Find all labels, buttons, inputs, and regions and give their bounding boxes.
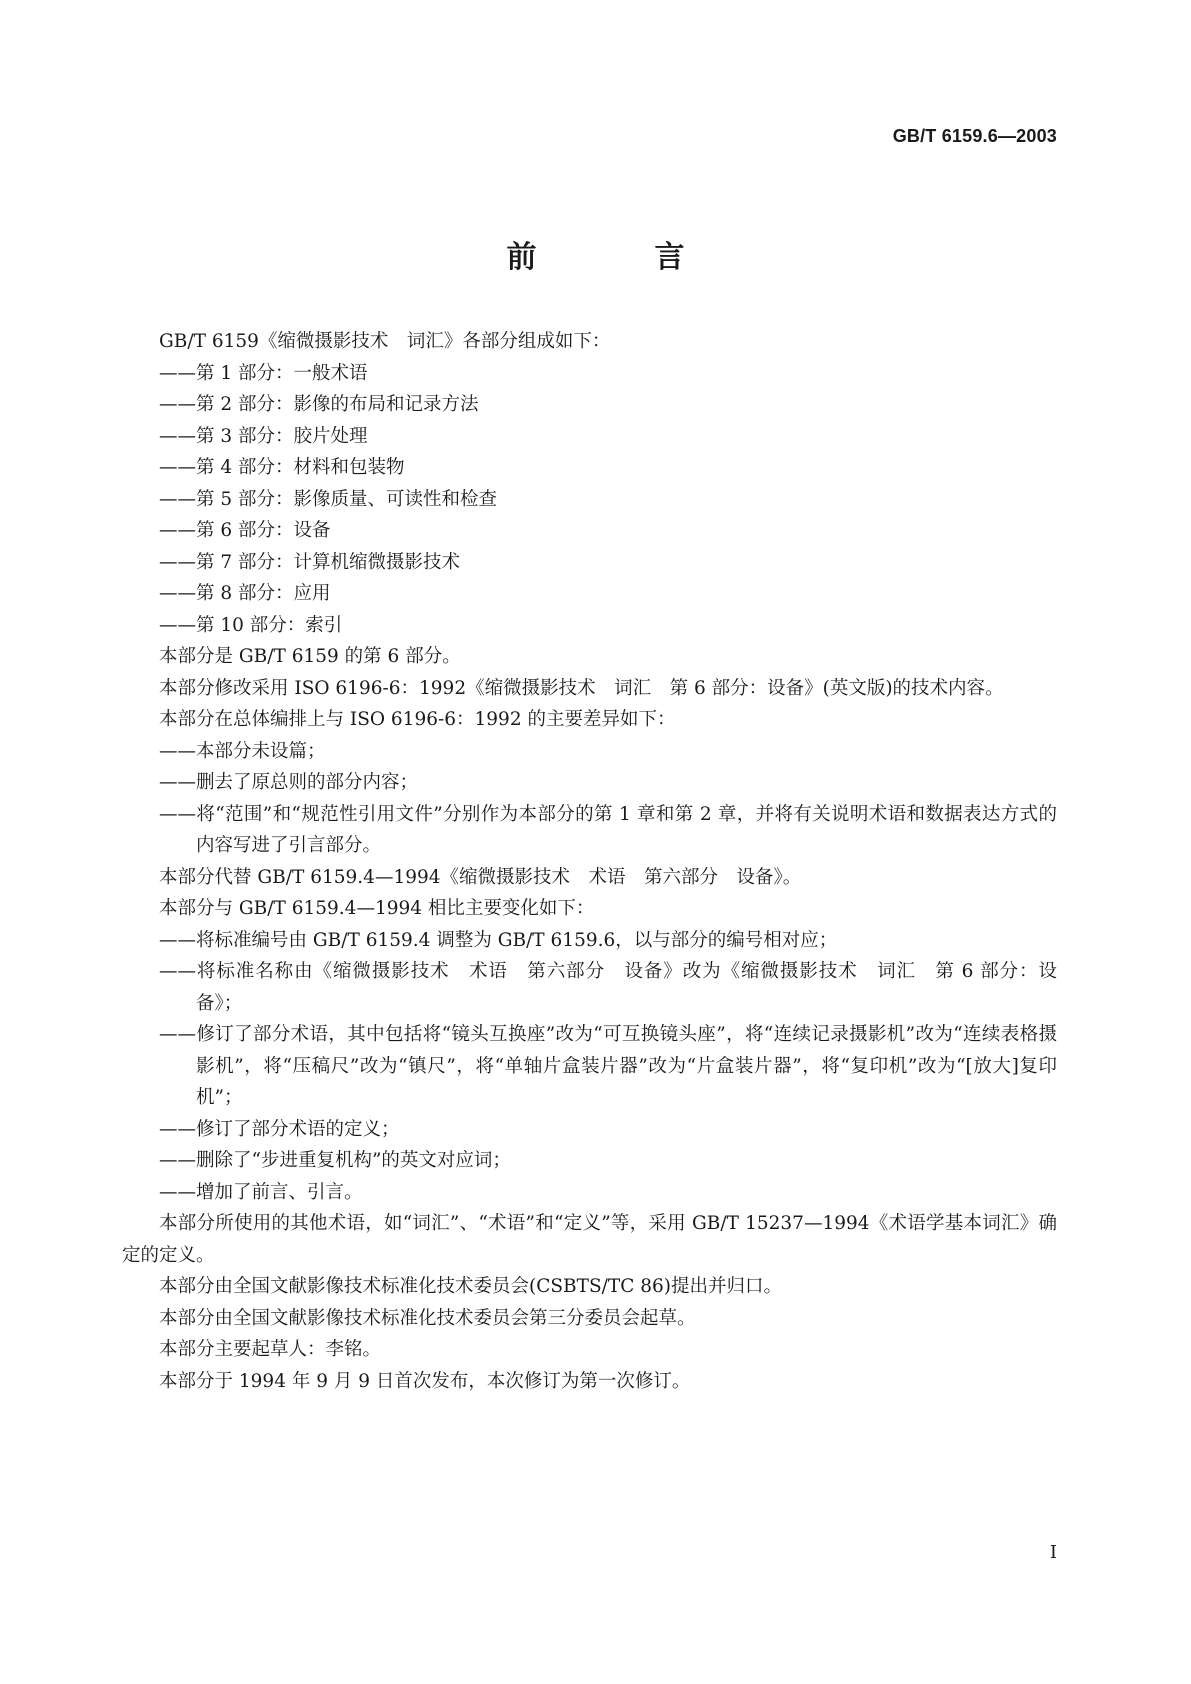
list-item-difference: ——删去了原总则的部分内容； [159, 772, 419, 793]
page-title: 前 言 [506, 240, 729, 275]
list-item-part-5: ——第 5 部分：影像质量、可读性和检查 [159, 488, 498, 510]
standard-code: GB/T 6159.6—2003 [892, 126, 1057, 146]
paragraph-adoption: 本部分修改采用 ISO 6196-6：1992《缩微摄影技术 词汇 第 6 部分：设备》(英文版)的技术内容。 [159, 677, 1004, 699]
page-number: I [1049, 1542, 1057, 1563]
list-item-change: ——将标准编号由 GB/T 6159.4 调整为 GB/T 6159.6，以与部分的编号相对应； [159, 929, 838, 951]
paragraph-changes-intro: 本部分与 GB/T 6159.4—1994 相比主要变化如下： [159, 898, 595, 919]
list-item-part-10: ——第 10 部分：索引 [159, 614, 343, 636]
list-item-change: ——修订了部分术语的定义； [159, 1118, 400, 1140]
list-item-part-4: ——第 4 部分：材料和包装物 [159, 457, 405, 478]
list-item-change: ——将标准名称由《缩微摄影技术 术语 第六部分 设备》改为《缩微摄影技术 词汇 第 6 部分：设备》； [159, 961, 1057, 1014]
list-item-part-8: ——第 8 部分：应用 [159, 583, 331, 604]
list-item-part-6: ——第 6 部分：设备 [159, 520, 331, 541]
paragraph-terminology: 本部分所使用的其他术语，如“词汇”、“术语”和“定义”等，采用 GB/T 15237—1994《术语学基本词汇》确定的定义。 [122, 1213, 1057, 1266]
paragraph-publication: 本部分于 1994 年 9 月 9 日首次发布，本次修订为第一次修订。 [159, 1370, 691, 1392]
list-item-difference: ——本部分未设篇； [159, 740, 326, 762]
list-item-part-1: ——第 1 部分：一般术语 [159, 362, 368, 384]
paragraph-parts-intro: GB/T 6159《缩微摄影技术 词汇》各部分组成如下： [159, 331, 611, 352]
paragraph-drafted-by: 本部分由全国文献影像技术标准化技术委员会第三分委员会起草。 [159, 1307, 696, 1329]
paragraph-differences-intro: 本部分在总体编排上与 ISO 6196-6：1992 的主要差异如下： [159, 709, 676, 730]
list-item-change: ——增加了前言、引言。 [159, 1181, 363, 1203]
list-item-difference: ——将“范围”和“规范性引用文件”分别作为本部分的第 1 章和第 2 章，并将有关说明术语和数据表达方式的内容写进了引言部分。 [159, 803, 1057, 856]
list-item-change: ——删除了“步进重复机构”的英文对应词； [159, 1150, 511, 1171]
list-item-part-7: ——第 7 部分：计算机缩微摄影技术 [159, 551, 461, 573]
foreword-body [122, 326, 1057, 1397]
list-item-change: ——修订了部分术语，其中包括将“镜头互换座”改为“可互换镜头座”，将“连续记录摄影机”改为“连续表格摄影机”，将“压稿尺”改为“镇尺”，将“单轴片盒装片器”改为“片盒装片器”，将“复印机”改为“[放大]复印机”； [159, 1024, 1057, 1108]
paragraph-this-part: 本部分是 GB/T 6159 的第 6 部分。 [159, 646, 461, 667]
list-item-part-2: ——第 2 部分：影像的布局和记录方法 [159, 394, 479, 415]
paragraph-drafter: 本部分主要起草人：李铭。 [159, 1339, 382, 1360]
list-item-part-3: ——第 3 部分：胶片处理 [159, 425, 368, 447]
paragraph-replaces: 本部分代替 GB/T 6159.4—1994《缩微摄影技术 术语 第六部分 设备》。 [159, 866, 802, 888]
paragraph-proposed-by: 本部分由全国文献影像技术标准化技术委员会(CSBTS/TC 86)提出并归口。 [159, 1276, 783, 1297]
